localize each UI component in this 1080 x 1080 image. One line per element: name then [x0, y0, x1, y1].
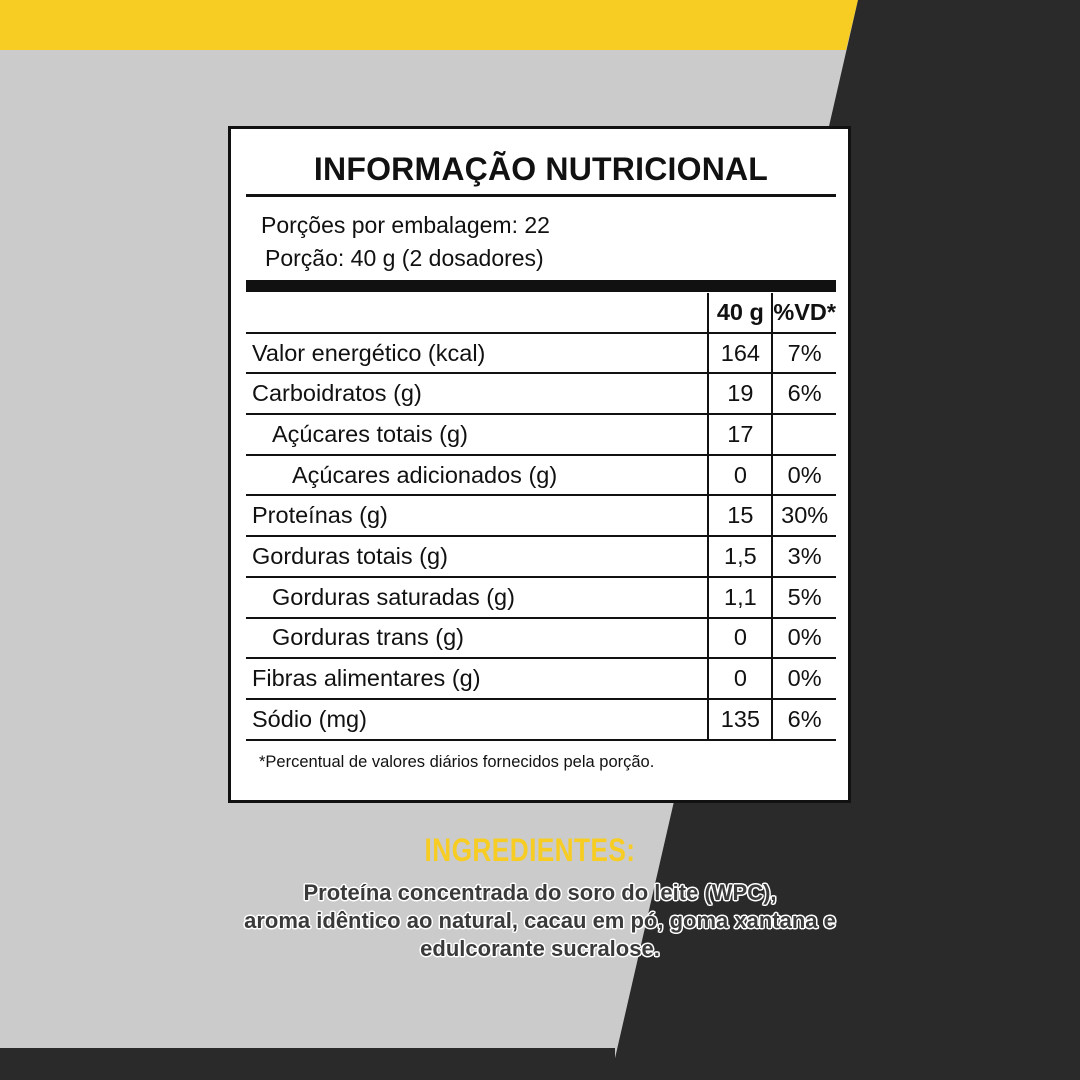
- nutrition-table: [246, 293, 836, 741]
- row-dv: 0%: [772, 455, 836, 496]
- row-name: Gorduras totais (g): [246, 536, 708, 577]
- row-amount: 1,5: [708, 536, 772, 577]
- row-dv: 7%: [772, 333, 836, 374]
- row-amount: 135: [708, 699, 772, 740]
- nutrition-facts-panel: [228, 126, 851, 803]
- row-dv: 5%: [772, 577, 836, 618]
- ingredients-line-2: aroma idêntico ao natural, cacau em pó, goma xantana e: [244, 908, 836, 933]
- row-amount: 15: [708, 495, 772, 536]
- row-amount: 164: [708, 333, 772, 374]
- row-name: Gorduras trans (g): [246, 618, 708, 659]
- row-name: Açúcares totais (g): [246, 414, 708, 455]
- ingredients-line-1: Proteína concentrada do soro do leite (WPC),: [303, 880, 777, 905]
- row-dv: 6%: [772, 699, 836, 740]
- row-dv: 6%: [772, 373, 836, 414]
- row-amount: 19: [708, 373, 772, 414]
- table-row: [246, 414, 836, 455]
- row-amount: 1,1: [708, 577, 772, 618]
- table-row: [246, 699, 836, 740]
- table-row: [246, 577, 836, 618]
- row-name: Açúcares adicionados (g): [246, 455, 708, 496]
- row-amount: 0: [708, 455, 772, 496]
- row-name: Sódio (mg): [246, 699, 708, 740]
- yellow-top-band: [0, 0, 858, 50]
- footnote: *Percentual de valores diários fornecidos pela porção.: [259, 753, 655, 771]
- table-row: [246, 658, 836, 699]
- servings-per-package: Porções por embalagem: 22: [261, 212, 550, 238]
- row-dv: 3%: [772, 536, 836, 577]
- thick-divider: [246, 280, 836, 292]
- table-row: [246, 618, 836, 659]
- row-name: Proteínas (g): [246, 495, 708, 536]
- row-name: Carboidratos (g): [246, 373, 708, 414]
- row-name: Fibras alimentares (g): [246, 658, 708, 699]
- row-dv: 0%: [772, 658, 836, 699]
- header-blank-cell: [246, 293, 708, 333]
- table-row: [246, 495, 836, 536]
- ingredients-line-3: edulcorante sucralose.: [420, 936, 660, 961]
- dark-bottom-band: [0, 1048, 615, 1080]
- row-name: Valor energético (kcal): [246, 333, 708, 374]
- row-dv: 30%: [772, 495, 836, 536]
- table-header-row: [246, 293, 836, 333]
- row-amount: 0: [708, 658, 772, 699]
- serving-size: Porção: 40 g (2 dosadores): [265, 245, 544, 271]
- row-amount: 0: [708, 618, 772, 659]
- title-divider: [246, 194, 836, 197]
- table-row: [246, 455, 836, 496]
- row-name: Gorduras saturadas (g): [246, 577, 708, 618]
- nutrition-title: INFORMAÇÃO NUTRICIONAL: [313, 151, 769, 187]
- table-row: [246, 373, 836, 414]
- ingredients-title: INGREDIENTES:: [424, 832, 636, 868]
- table-row: [246, 333, 836, 374]
- header-dv: %VD*: [772, 293, 836, 333]
- row-dv: [772, 414, 836, 455]
- row-amount: 17: [708, 414, 772, 455]
- table-row: [246, 536, 836, 577]
- row-dv: 0%: [772, 618, 836, 659]
- header-amount: 40 g: [708, 293, 772, 333]
